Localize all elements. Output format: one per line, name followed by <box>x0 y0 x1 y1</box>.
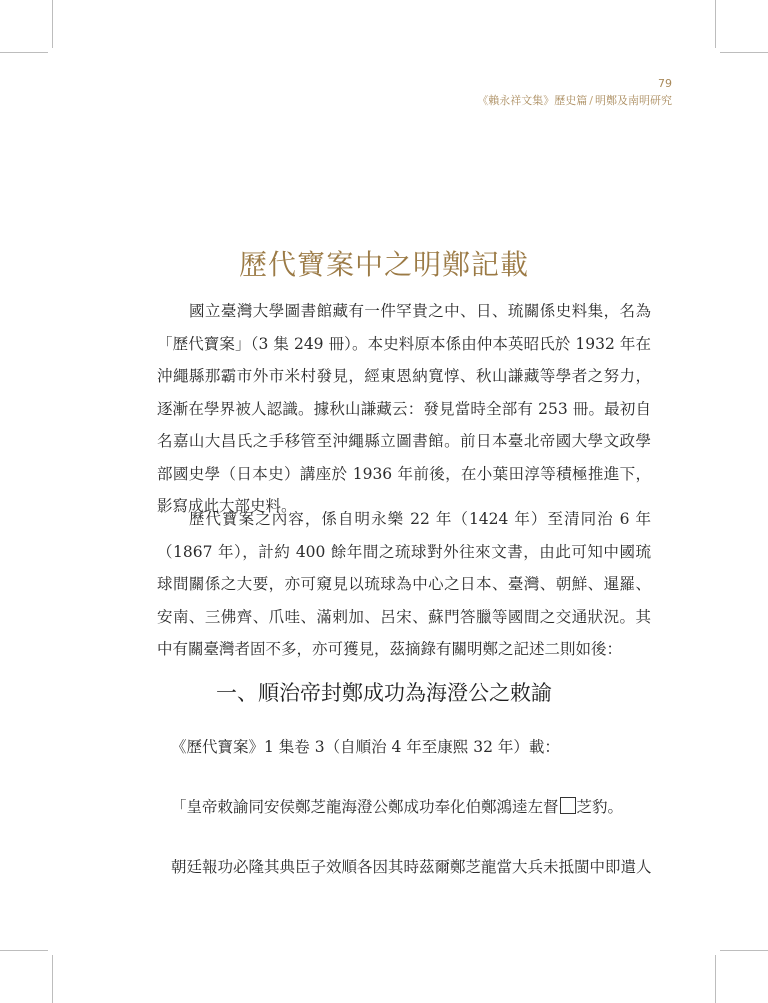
source-citation: 《歷代寶案》1 集卷 3（自順治 4 年至康熙 32 年）載： <box>171 738 560 756</box>
crop-mark-top-left-vertical <box>52 0 53 48</box>
crop-mark-top-right-horizontal <box>720 52 768 53</box>
crop-mark-bottom-right-vertical <box>715 955 716 1003</box>
article-title: 歷代寶案中之明鄭記載 <box>238 248 529 281</box>
section-title: 一、順治帝封鄭成功為海澄公之敕諭 <box>216 681 552 705</box>
running-head <box>477 77 672 109</box>
header-section: 明鄭及南明研究 <box>595 94 672 107</box>
crop-mark-bottom-left-horizontal <box>0 950 48 951</box>
header-series: 《賴永祥文集》歷史篇 <box>477 94 588 107</box>
edict-quote-start: 「皇帝敕諭同安侯鄭芝龍海澄公鄭成功奉化伯鄭鴻逵左督 <box>171 798 559 816</box>
crop-mark-top-right-vertical <box>715 0 716 48</box>
crop-mark-bottom-left-vertical <box>52 955 53 1003</box>
header-line <box>477 93 672 109</box>
header-separator: / <box>589 94 593 107</box>
missing-character-box <box>560 797 576 814</box>
edict-body-line: 朝廷報功必隆其典臣子效順各因其時茲爾鄭芝龍當大兵未抵閩中即遣人 <box>171 858 652 876</box>
crop-mark-bottom-right-horizontal <box>720 950 768 951</box>
edict-quote-end: 芝豹。 <box>576 798 624 816</box>
edict-quote <box>171 795 665 819</box>
paragraph-1: 國立臺灣大學圖書館藏有一件罕貴之中、日、琉關係史料集，名為「歷代寶案」（3 集 249 冊）。本史料原本係由仲本英昭氏於 1932 年在沖繩縣那霸市外市米村發見，經東恩納寬惇、秋山謙藏等學者之努力，逐漸在學界被人認識。據秋山謙藏云：發見當時全部有 253 冊。最初自名嘉山大昌氏之手移管至沖繩縣立圖書館。前日本臺北帝國大學文政學部國史學（日本史）講座於 1936 年前後，在小葉田淳等積極推進下，影寫成此大部史料。 <box>157 302 651 515</box>
crop-mark-top-left-horizontal <box>0 52 48 53</box>
paragraph-2: 歷代寶案之內容，係自明永樂 22 年（1424 年）至清同治 6 年（1867 年），計約 400 餘年間之琉球對外往來文書，由此可知中國琉球間關係之大要，亦可窺見以琉球為中心之日本、臺灣、朝鮮、暹羅、安南、三佛齊、爪哇、滿剌加、呂宋、蘇門答臘等國間之交通狀況。其中有關臺灣者固不多，亦可獲見，茲摘錄有關明鄭之記述二則如後： <box>157 510 651 658</box>
page-number: 79 <box>658 77 672 90</box>
